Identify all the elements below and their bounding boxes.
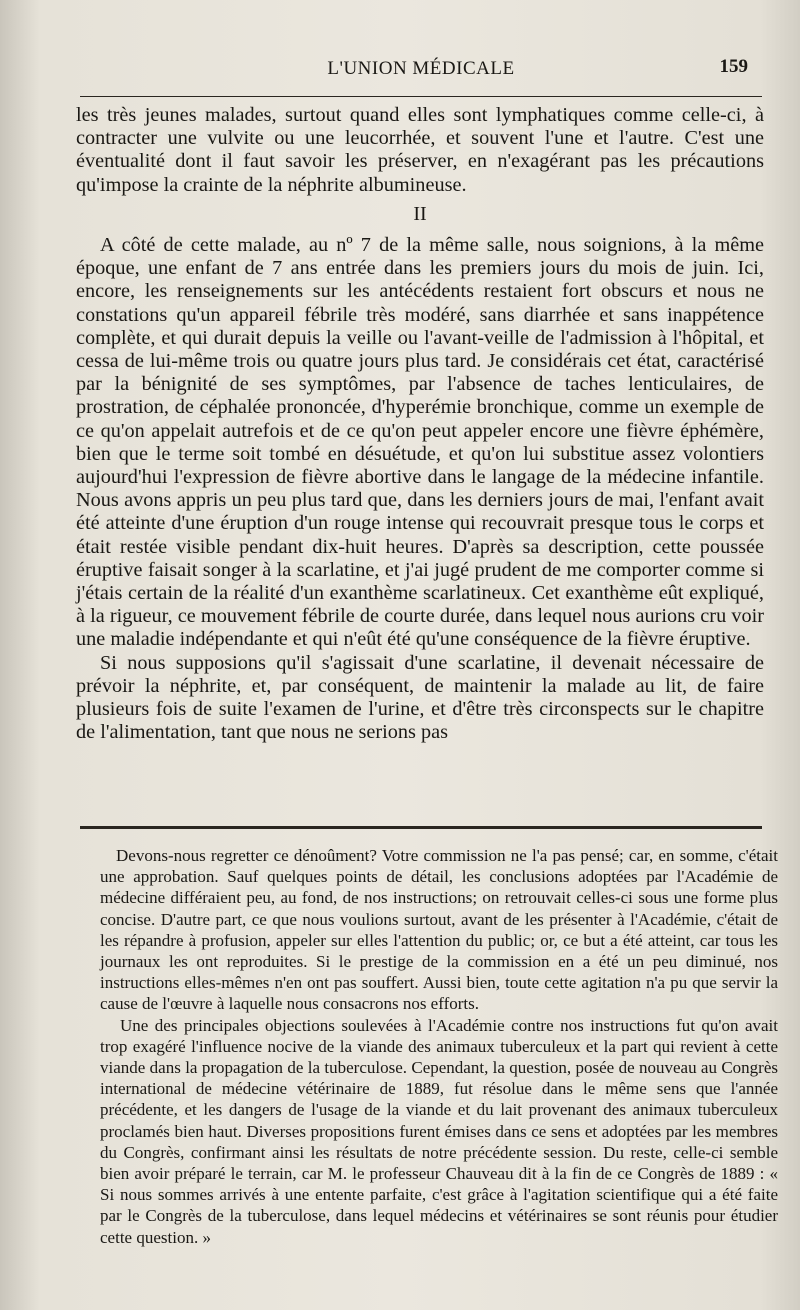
paragraph-hypothesis: Si nous supposions qu'il s'agissait d'une scarlatine, il devenait nécessaire de prévoir la néphrite, et, par conséquent, de maintenir la malade au lit, de faire plusieurs fois de suite l'examen de l'urine, et d'être très circonspects sur le chapitre de l'alimentation, tant que nous ne serions pas — [76, 651, 764, 744]
footnote-paragraph-2: Une des principales objections soulevées à l'Académie contre nos instructions fut qu'on avait trop exagéré l'influence nocive de la viande des animaux tuberculeux et la part qui revient à cette viande dans la propagation de la tuberculose. Cependant, la question, posée de nouveau au Congrès international de médecine vétérinaire de 1889, fut résolue dans le même sens que l'année précédente, et les dangers de l'usage de la viande et du lait provenant des animaux tuberculeux proclamés bien haut. Diverses propositions furent émises dans ce sens et adoptées par les membres du Congrès, confirmant ainsi les résultats de notre précédente session. Du reste, celle-ci semble bien avoir préparé le terrain, car M. le professeur Chauveau dit à la fin de ce Congrès de 1889 : « Si nous sommes arrivés à une entente parfaite, c'est grâce à l'agitation scientifique qui a été faite par le Congrès de la tuberculose, dans lequel médecins et vétérinaires se sont réunis pour étudier cette question. » — [100, 1015, 778, 1247]
footnote-rule — [80, 826, 762, 829]
page-number: 159 — [719, 56, 748, 77]
running-title: L'UNION MÉDICALE — [327, 58, 515, 79]
paragraph-case: A côté de cette malade, au nº 7 de la même salle, nous soignions, à la même époque, une enfant de 7 ans entrée dans les premiers jours du mois de juin. Ici, encore, les renseignements sur les antécédents restaient fort obscurs et nous ne constations qu'un appareil fébrile très modéré, sans diarrhée et sans inappétence complète, et qui durait depuis la veille ou l'avant-veille de l'admission à l'hôpital, et cessa de lui-même trois ou quatre jours plus tard. Je considérais cet état, caractérisé par la bénignité de ses symptômes, par l'absence de taches lenticulaires, de prostration, de céphalée prononcée, d'hyperémie bronchique, comme un exemple de ce qu'on appelait autrefois et de ce qu'on peut appeler encore une fièvre éphémère, bien que le terme soit tombé en désuétude, et qu'on lui substitue assez volontiers aujourd'hui l'expression de fièvre abortive dans le langage de la médecine infantile. Nous avons appris un peu plus tard que, dans les derniers jours de mai, l'enfant avait été atteinte d'une éruption d'un rouge intense qui recouvrait presque tous le corps et était restée visible pendant dix-huit heures. D'après sa description, cette poussée éruptive faisait songer à la scarlatine, et j'ai jugé prudent de me comporter comme si j'étais certain de la réalité d'un exanthème scarlatineux. Cet exanthème eût expliqué, à la rigueur, ce mouvement fébrile de courte durée, dans lequel nous aurions cru voir une maladie indépendante et qui n'eût été qu'une conséquence de la fièvre éruptive. — [76, 234, 764, 651]
footnote-paragraph-1: Devons-nous regretter ce dénoûment? Votre commission ne l'a pas pensé; car, en somme, c'était une approbation. Sauf quelques points de détail, les conclusions adoptées par l'Académie de médecine différaient peu, au fond, de nos instructions; on retrouvait celles-ci sous une forme plus concise. D'autre part, ce que nous voulions surtout, avant de les présenter à l'Académie, c'était de les répandre à profusion, appeler sur elles l'attention du public; or, ce but a été atteint, car tous les journaux les ont reproduites. Si le prestige de la commission en a été un peu diminué, nos instructions elles-mêmes n'en ont pas souffert. Aussi bien, toute cette agitation n'a pu que servir la cause de l'œuvre à laquelle nous consacrons nos efforts. — [100, 846, 778, 1014]
footnote-text — [100, 845, 778, 1248]
section-number: II — [413, 202, 427, 225]
page-header — [80, 56, 762, 86]
paragraph-opening: les très jeunes malades, surtout quand elles sont lymphatiques comme celle-ci, à contracter une vulvite ou une leucorrhée, et souvent l'une et l'autre. C'est une éventualité dont il faut savoir les préserver, en n'exagérant pas les précautions qu'impose la crainte de la néphrite albumineuse. — [76, 104, 764, 196]
main-text — [76, 104, 764, 744]
header-rule — [80, 96, 762, 97]
